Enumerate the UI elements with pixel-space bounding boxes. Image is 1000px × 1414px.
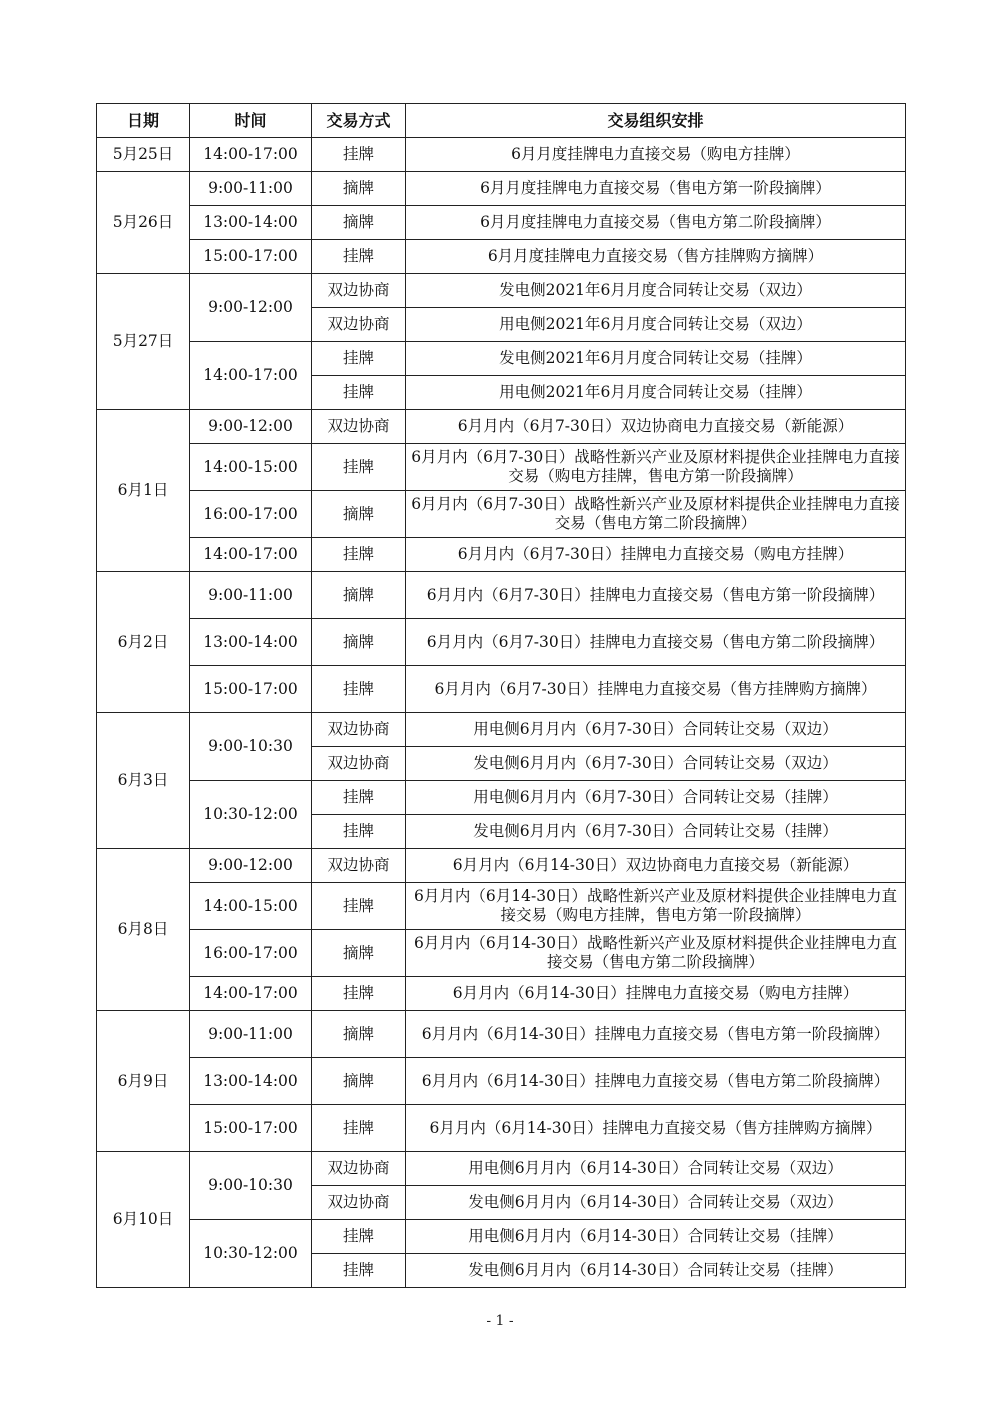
date-cell: 6月2日 (97, 572, 190, 713)
mode-cell: 双边协商 (312, 1186, 406, 1220)
time-cell: 9:00-12:00 (190, 849, 312, 883)
mode-cell: 摘牌 (312, 206, 406, 240)
table-row (97, 572, 906, 619)
mode-cell: 挂牌 (312, 138, 406, 172)
arrangement-cell: 6月月内（6月7-30日）挂牌电力直接交易（购电方挂牌） (406, 538, 906, 572)
arrangement-cell: 6月月内（6月14-30日）挂牌电力直接交易（售电方第一阶段摘牌） (406, 1011, 906, 1058)
time-cell: 15:00-17:00 (190, 240, 312, 274)
time-cell: 10:30-12:00 (190, 1220, 312, 1288)
table-row (97, 138, 906, 172)
header-row (97, 104, 906, 138)
time-cell: 9:00-11:00 (190, 572, 312, 619)
time-cell: 13:00-14:00 (190, 619, 312, 666)
mode-cell: 双边协商 (312, 308, 406, 342)
mode-cell: 摘牌 (312, 1011, 406, 1058)
mode-cell: 挂牌 (312, 1254, 406, 1288)
time-cell: 9:00-11:00 (190, 172, 312, 206)
table-row (97, 538, 906, 572)
mode-cell: 摘牌 (312, 491, 406, 538)
mode-cell: 挂牌 (312, 240, 406, 274)
date-cell: 6月8日 (97, 849, 190, 1011)
arrangement-cell: 发电侧6月月内（6月7-30日）合同转让交易（双边） (406, 747, 906, 781)
table-row (97, 206, 906, 240)
arrangement-cell: 6月月内（6月7-30日）挂牌电力直接交易（售电方第二阶段摘牌） (406, 619, 906, 666)
date-cell: 6月1日 (97, 410, 190, 572)
arrangement-cell: 6月月内（6月7-30日）挂牌电力直接交易（售电方第一阶段摘牌） (406, 572, 906, 619)
table-row (97, 781, 906, 815)
table-row (97, 1011, 906, 1058)
time-cell: 9:00-12:00 (190, 274, 312, 342)
mode-cell: 摘牌 (312, 619, 406, 666)
header-arrangement: 交易组织安排 (406, 104, 906, 138)
arrangement-cell: 6月月内（6月7-30日）挂牌电力直接交易（售方挂牌购方摘牌） (406, 666, 906, 713)
time-cell: 14:00-17:00 (190, 538, 312, 572)
arrangement-cell: 6月月度挂牌电力直接交易（售电方第二阶段摘牌） (406, 206, 906, 240)
date-cell: 5月25日 (97, 138, 190, 172)
mode-cell: 摘牌 (312, 572, 406, 619)
mode-cell: 双边协商 (312, 849, 406, 883)
table-row (97, 713, 906, 747)
mode-cell: 挂牌 (312, 883, 406, 930)
arrangement-cell: 发电侧6月月内（6月14-30日）合同转让交易（挂牌） (406, 1254, 906, 1288)
arrangement-cell: 6月月内（6月14-30日）挂牌电力直接交易（购电方挂牌） (406, 977, 906, 1011)
date-cell: 5月27日 (97, 274, 190, 410)
arrangement-cell: 发电侧2021年6月月度合同转让交易（双边） (406, 274, 906, 308)
table-row (97, 491, 906, 538)
arrangement-cell: 用电侧2021年6月月度合同转让交易（挂牌） (406, 376, 906, 410)
arrangement-cell: 6月月度挂牌电力直接交易（购电方挂牌） (406, 138, 906, 172)
table-row (97, 410, 906, 444)
mode-cell: 摘牌 (312, 172, 406, 206)
header-date: 日期 (97, 104, 190, 138)
time-cell: 10:30-12:00 (190, 781, 312, 849)
arrangement-cell: 用电侧6月月内（6月14-30日）合同转让交易（双边） (406, 1152, 906, 1186)
time-cell: 14:00-15:00 (190, 444, 312, 491)
time-cell: 14:00-17:00 (190, 977, 312, 1011)
table-row (97, 666, 906, 713)
arrangement-cell: 用电侧2021年6月月度合同转让交易（双边） (406, 308, 906, 342)
time-cell: 16:00-17:00 (190, 930, 312, 977)
arrangement-cell: 6月月内（6月14-30日）挂牌电力直接交易（售电方第二阶段摘牌） (406, 1058, 906, 1105)
date-cell: 6月9日 (97, 1011, 190, 1152)
mode-cell: 挂牌 (312, 815, 406, 849)
table-row (97, 342, 906, 376)
mode-cell: 挂牌 (312, 781, 406, 815)
date-cell: 5月26日 (97, 172, 190, 274)
arrangement-cell: 6月月度挂牌电力直接交易（售电方第一阶段摘牌） (406, 172, 906, 206)
mode-cell: 挂牌 (312, 444, 406, 491)
table-row (97, 444, 906, 491)
time-cell: 15:00-17:00 (190, 1105, 312, 1152)
time-cell: 9:00-10:30 (190, 1152, 312, 1220)
mode-cell: 双边协商 (312, 1152, 406, 1186)
time-cell: 9:00-10:30 (190, 713, 312, 781)
arrangement-cell: 用电侧6月月内（6月14-30日）合同转让交易（挂牌） (406, 1220, 906, 1254)
table-row (97, 1152, 906, 1186)
table-row (97, 977, 906, 1011)
mode-cell: 挂牌 (312, 342, 406, 376)
table-row (97, 1058, 906, 1105)
table-row (97, 930, 906, 977)
table-row (97, 883, 906, 930)
arrangement-cell: 6月月度挂牌电力直接交易（售方挂牌购方摘牌） (406, 240, 906, 274)
mode-cell: 双边协商 (312, 410, 406, 444)
table-row (97, 849, 906, 883)
table-row (97, 619, 906, 666)
table-row (97, 274, 906, 308)
time-cell: 14:00-17:00 (190, 138, 312, 172)
arrangement-cell: 6月月内（6月7-30日）战略性新兴产业及原材料提供企业挂牌电力直接交易（购电方挂牌，售电方第一阶段摘牌） (406, 444, 906, 491)
arrangement-cell: 6月月内（6月7-30日）双边协商电力直接交易（新能源） (406, 410, 906, 444)
time-cell: 9:00-12:00 (190, 410, 312, 444)
mode-cell: 挂牌 (312, 1220, 406, 1254)
schedule-table (96, 103, 906, 1288)
mode-cell: 挂牌 (312, 666, 406, 713)
time-cell: 16:00-17:00 (190, 491, 312, 538)
time-cell: 15:00-17:00 (190, 666, 312, 713)
mode-cell: 摘牌 (312, 1058, 406, 1105)
mode-cell: 挂牌 (312, 1105, 406, 1152)
arrangement-cell: 6月月内（6月14-30日）双边协商电力直接交易（新能源） (406, 849, 906, 883)
time-cell: 13:00-14:00 (190, 206, 312, 240)
time-cell: 13:00-14:00 (190, 1058, 312, 1105)
table-row (97, 1105, 906, 1152)
time-cell: 14:00-15:00 (190, 883, 312, 930)
mode-cell: 挂牌 (312, 977, 406, 1011)
mode-cell: 双边协商 (312, 713, 406, 747)
arrangement-cell: 发电侧6月月内（6月14-30日）合同转让交易（双边） (406, 1186, 906, 1220)
arrangement-cell: 用电侧6月月内（6月7-30日）合同转让交易（双边） (406, 713, 906, 747)
arrangement-cell: 6月月内（6月14-30日）战略性新兴产业及原材料提供企业挂牌电力直接交易（购电方挂牌，售电方第一阶段摘牌） (406, 883, 906, 930)
mode-cell: 挂牌 (312, 538, 406, 572)
table-row (97, 1220, 906, 1254)
header-mode: 交易方式 (312, 104, 406, 138)
arrangement-cell: 发电侧2021年6月月度合同转让交易（挂牌） (406, 342, 906, 376)
arrangement-cell: 6月月内（6月7-30日）战略性新兴产业及原材料提供企业挂牌电力直接交易（售电方第二阶段摘牌） (406, 491, 906, 538)
arrangement-cell: 6月月内（6月14-30日）战略性新兴产业及原材料提供企业挂牌电力直接交易（售电方第二阶段摘牌） (406, 930, 906, 977)
date-cell: 6月3日 (97, 713, 190, 849)
header-time: 时间 (190, 104, 312, 138)
mode-cell: 挂牌 (312, 376, 406, 410)
arrangement-cell: 发电侧6月月内（6月7-30日）合同转让交易（挂牌） (406, 815, 906, 849)
arrangement-cell: 用电侧6月月内（6月7-30日）合同转让交易（挂牌） (406, 781, 906, 815)
arrangement-cell: 6月月内（6月14-30日）挂牌电力直接交易（售方挂牌购方摘牌） (406, 1105, 906, 1152)
time-cell: 14:00-17:00 (190, 342, 312, 410)
time-cell: 9:00-11:00 (190, 1011, 312, 1058)
page-number: - 1 - (486, 1313, 514, 1329)
mode-cell: 双边协商 (312, 747, 406, 781)
mode-cell: 摘牌 (312, 930, 406, 977)
mode-cell: 双边协商 (312, 274, 406, 308)
table-row (97, 172, 906, 206)
date-cell: 6月10日 (97, 1152, 190, 1288)
table-row (97, 240, 906, 274)
